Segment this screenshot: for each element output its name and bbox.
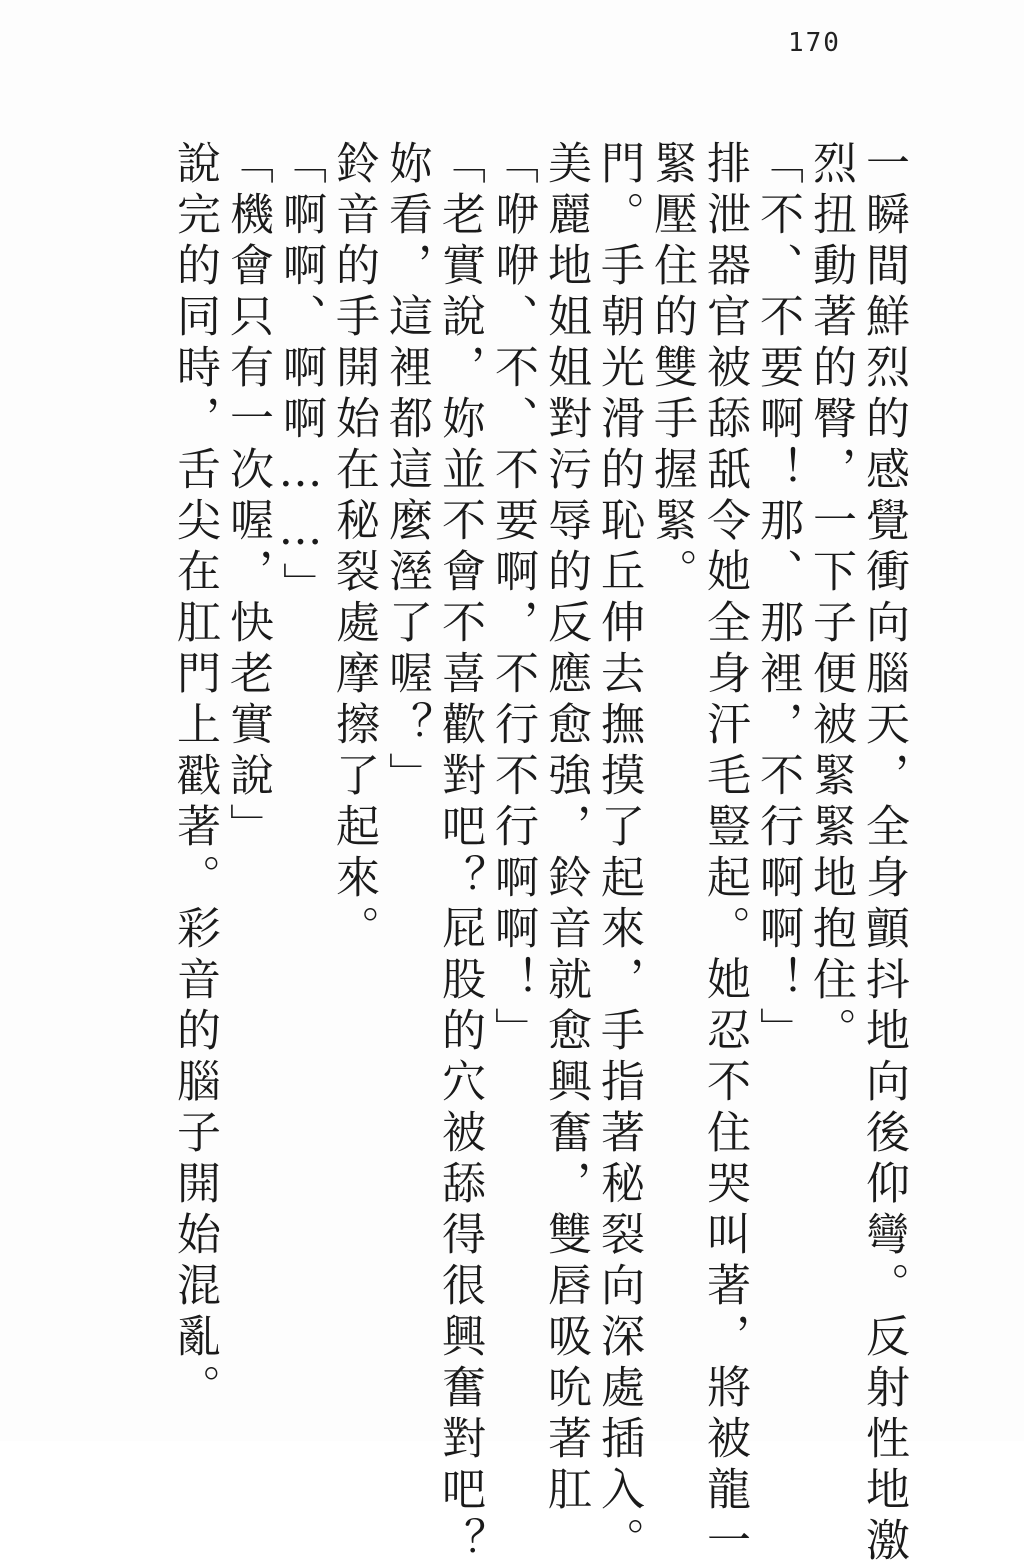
text-line: 「咿咿、不、不要啊，不行不行啊啊！」 xyxy=(487,140,538,1058)
text-line: 緊壓住的雙手握緊。 xyxy=(646,140,697,599)
vertical-text-block xyxy=(150,140,910,1568)
text-line: 說完的同時，舌尖在肛門上戳著。彩音的腦子開始混亂。 xyxy=(169,140,220,1415)
text-line: 一瞬間鮮烈的感覺衝向腦天，全身顫抖地向後仰彎。反射性地激 xyxy=(858,140,909,1568)
text-line: 鈴音的手開始在秘裂處摩擦了起來。 xyxy=(328,140,379,956)
text-line: 門。手朝光滑的恥丘伸去撫摸了起來，手指著秘裂向深處插入。 xyxy=(593,140,644,1568)
text-line: 烈扭動著的臀，一下子便被緊緊地抱住。 xyxy=(805,140,856,1058)
text-line: 「不、不要啊！那、那裡，不行啊啊！」 xyxy=(752,140,803,1058)
text-line: 排泄器官被舔舐令她全身汗毛豎起。她忍不住哭叫著，將被龍一 xyxy=(699,140,750,1568)
text-line: 美麗地姐姐對污辱的反應愈強，鈴音就愈興奮，雙唇吸吮著肛 xyxy=(540,140,591,1517)
text-line: 「啊啊、啊啊……」 xyxy=(275,140,326,613)
text-line: 「老實說，妳並不會不喜歡對吧？屁股的穴被舔得很興奮對吧？ xyxy=(434,140,485,1568)
page-number: 170 xyxy=(788,28,841,58)
text-line: 「機會只有一次喔，快老實說」 xyxy=(222,140,273,854)
text-line: 妳看，這裡都這麼溼了喔？」 xyxy=(381,140,432,803)
